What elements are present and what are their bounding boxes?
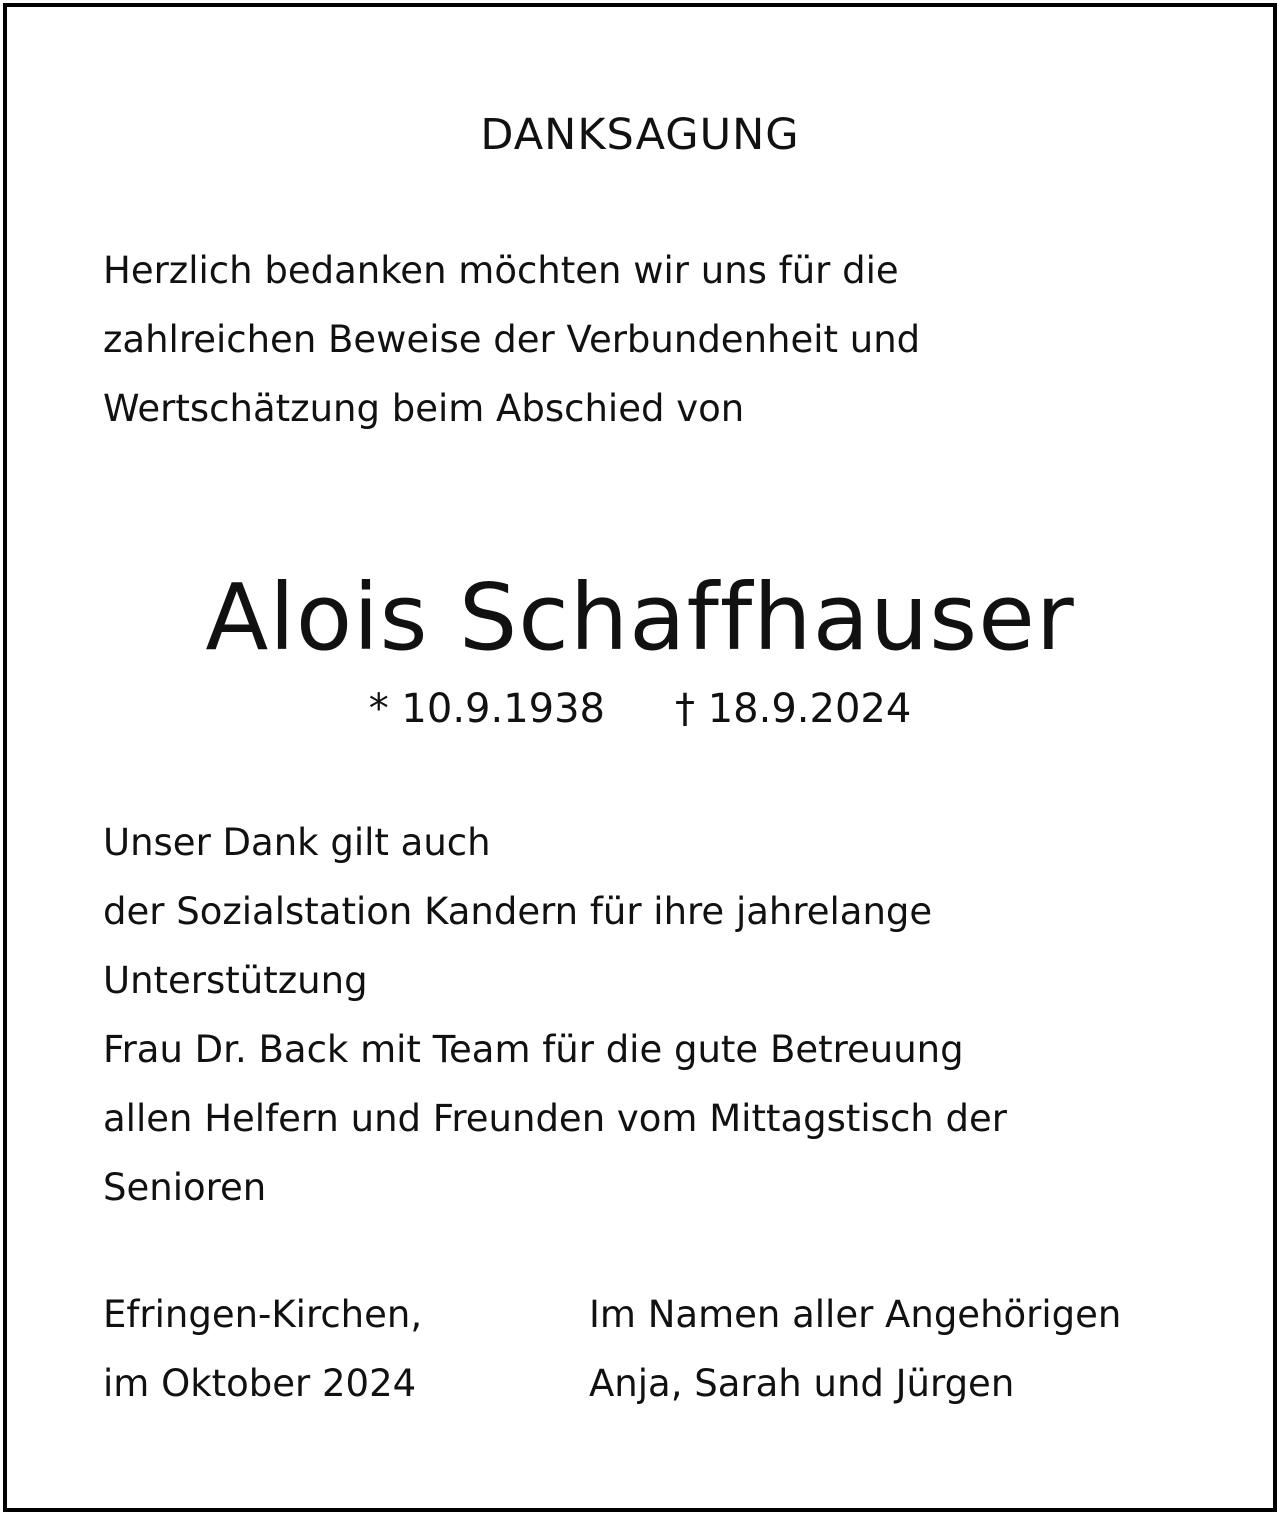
deceased-name: Alois Schaffhauser: [205, 564, 1075, 671]
date: im Oktober 2024: [103, 1362, 417, 1405]
intro-line: Wertschätzung beim Abschied von: [103, 387, 745, 430]
thanks-line: Senioren: [103, 1166, 267, 1209]
thanks-line: Unterstützung: [103, 959, 368, 1002]
death-date: † 18.9.2024: [675, 686, 912, 732]
notice-heading: DANKSAGUNG: [480, 110, 800, 160]
signature-line: Im Namen aller Angehörigen: [589, 1293, 1122, 1336]
life-dates: [0, 686, 1280, 732]
intro-line: zahlreichen Beweise der Verbundenheit und: [103, 318, 921, 361]
signature-names: Anja, Sarah und Jürgen: [589, 1362, 1015, 1405]
place: Efringen-Kirchen,: [103, 1293, 423, 1336]
thanks-line: Frau Dr. Back mit Team für die gute Betreuung: [103, 1028, 964, 1071]
thanks-line: allen Helfern und Freunden vom Mittagstisch der: [103, 1097, 1007, 1140]
thanks-line: Unser Dank gilt auch: [103, 821, 491, 864]
thanks-line: der Sozialstation Kandern für ihre jahrelange: [103, 890, 933, 933]
thanks-text: [103, 808, 1007, 1222]
birth-date: * 10.9.1938: [368, 686, 605, 732]
signature: [589, 1280, 1121, 1418]
intro-line: Herzlich bedanken möchten wir uns für die: [103, 249, 899, 292]
intro-text: [103, 236, 920, 443]
place-and-date: [103, 1280, 422, 1418]
